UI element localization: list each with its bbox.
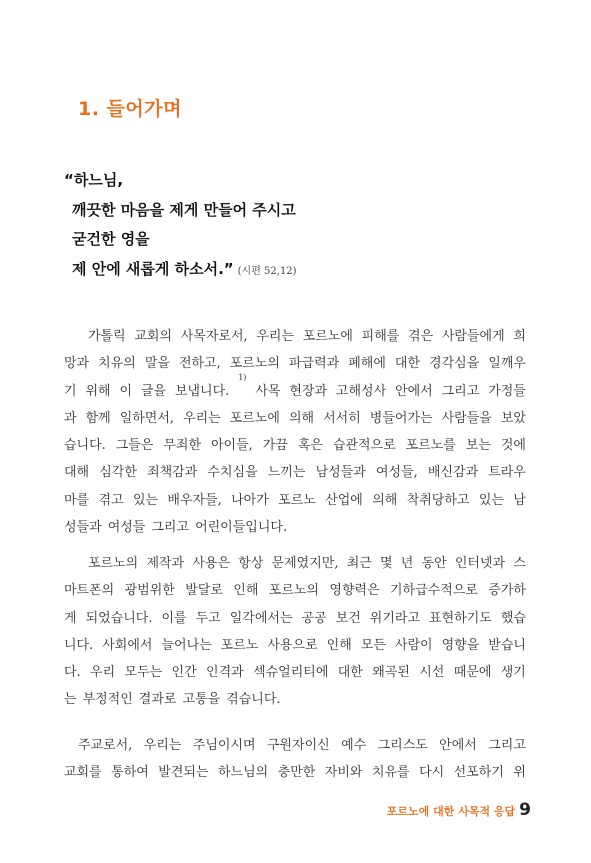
epigraph-text: 깨끗한 마음을 제게 만들어 주시고 <box>72 200 296 219</box>
text-line <box>64 459 526 486</box>
text-line <box>64 659 526 686</box>
word: 가정들 <box>488 383 526 399</box>
word: 동안 <box>421 556 447 571</box>
text-line <box>64 732 526 759</box>
word: 생기 <box>500 665 526 681</box>
word: 겪은 <box>408 329 434 344</box>
word: 주교로서, <box>78 738 133 753</box>
word: 고해성사 <box>335 383 387 399</box>
text-line <box>64 323 526 350</box>
word: 그리고 <box>488 738 526 753</box>
word: 무죄한 <box>163 438 202 454</box>
word: 성들과 <box>64 520 102 536</box>
word: 니다. <box>64 637 94 653</box>
word: 위 <box>513 765 526 781</box>
word: 사목 <box>255 383 281 399</box>
word: 심각한 <box>99 465 137 481</box>
word: 했습 <box>500 610 526 626</box>
word: 희 <box>513 329 526 344</box>
text-line <box>64 550 526 577</box>
word: 여성들 <box>107 520 146 536</box>
word: 는 <box>64 692 77 708</box>
section-heading: 1. 들어가며 <box>78 98 182 120</box>
text-line <box>64 632 526 659</box>
text-line <box>64 372 526 405</box>
word: 의해 <box>288 410 315 426</box>
text-line <box>64 350 526 377</box>
page-number: 9 <box>519 800 531 820</box>
word: 받습니 <box>488 637 526 653</box>
word: 포르노의 <box>229 356 280 372</box>
word: 포르노 <box>220 637 259 653</box>
body-paragraph <box>64 732 526 787</box>
word: 영향력은 <box>329 583 380 599</box>
word: 충만한 <box>277 765 316 781</box>
word: 파급력과 <box>288 356 340 372</box>
word: 그들은 <box>115 438 154 454</box>
word: 게 <box>64 610 77 626</box>
word: 안에서 <box>395 383 433 399</box>
text-line <box>64 487 526 514</box>
word: 습관적으로 <box>332 438 396 454</box>
word: 모든 <box>360 637 386 653</box>
word: 습니다. <box>64 438 106 454</box>
word: 두고 <box>195 610 221 626</box>
word: 그리고 <box>441 383 480 399</box>
word: 치유를 <box>371 765 410 781</box>
epigraph-text: “하느님, <box>64 171 124 189</box>
word: 인터넷과 <box>454 556 506 571</box>
word: 죄책감과 <box>147 465 198 481</box>
word: 우리는 <box>143 738 182 753</box>
word: 사람이 <box>394 637 433 653</box>
word: 고통을 <box>182 692 221 708</box>
word: 우리는 <box>183 410 221 426</box>
word: 결과로 <box>138 692 177 708</box>
word: 인간 <box>171 665 197 681</box>
word: 사람들을 <box>441 410 492 426</box>
word: 몇 <box>380 556 393 571</box>
word: 제작과 <box>146 556 185 571</box>
text-line <box>64 514 526 541</box>
word: 우리 <box>90 665 116 681</box>
word: 겪습니다. <box>226 692 281 708</box>
word: 일하면서, <box>119 410 175 426</box>
running-title: 포르노에 대한 사목적 응답 <box>386 805 516 818</box>
word: 가끔 <box>262 438 288 454</box>
word: 늘어나는 <box>161 637 212 653</box>
word: 폐해에 <box>348 356 386 372</box>
word: 경각심을 <box>429 356 480 372</box>
word: 이를 <box>161 610 187 626</box>
word: 함께 <box>85 410 111 426</box>
word: 망과 <box>64 356 90 372</box>
word: 안에서 <box>439 738 477 753</box>
word: 위해 <box>85 383 111 399</box>
epigraph <box>64 166 534 284</box>
text-line <box>64 405 526 432</box>
epigraph-text: 제 안에 새롭게 하소서.” <box>72 259 234 278</box>
word: 인격과 <box>206 665 244 681</box>
word: 아이들, <box>211 438 253 454</box>
word: 있는 <box>132 492 159 508</box>
word: 치유의 <box>98 356 136 372</box>
word: 피해를 <box>361 329 400 344</box>
word: 배우자들, <box>167 492 222 508</box>
word: 증가하 <box>488 583 526 599</box>
word: 모두는 <box>124 665 163 681</box>
word: 보건 <box>335 610 361 626</box>
word: 되었습니다. <box>85 610 153 626</box>
word: 서서히 <box>323 410 361 426</box>
word: 다. <box>64 665 81 681</box>
word: 발견되는 <box>158 765 209 781</box>
word: 것에 <box>500 438 526 454</box>
word: 년 <box>400 556 414 571</box>
word: 우리는 <box>256 329 295 344</box>
word: 포르노에 <box>302 329 353 344</box>
word: 트라우 <box>488 465 526 481</box>
word: 인해 <box>326 637 352 653</box>
word: 수치심을 <box>207 465 258 481</box>
word: 착취당하고 <box>406 492 470 508</box>
word: 항상 <box>238 556 264 571</box>
word: 사람들에게 <box>441 329 505 344</box>
word: 마를 <box>64 492 90 508</box>
text-line <box>64 605 526 632</box>
word: 남성들과 <box>315 465 366 481</box>
epigraph-line <box>64 166 534 196</box>
body-paragraph <box>64 550 526 714</box>
word: 병들어가는 <box>369 410 433 426</box>
word: 현장과 <box>289 383 328 399</box>
word: 교회를 <box>64 765 102 781</box>
word: 남 <box>513 492 526 508</box>
word: 보냅니다. <box>174 383 230 399</box>
word: 보았 <box>500 410 526 426</box>
word: 영향을 <box>441 637 480 653</box>
word: 시선 <box>419 665 445 681</box>
word: 사용은 <box>192 556 231 571</box>
word: 자비와 <box>324 765 363 781</box>
word: 주님이시며 <box>192 738 256 753</box>
word: 의해 <box>372 492 398 508</box>
word: 선포하기 <box>453 765 504 781</box>
word: 전하고, <box>178 356 221 372</box>
word: 포르노 <box>278 492 316 508</box>
word: 나아가 <box>231 492 269 508</box>
word: 대해 <box>64 465 90 481</box>
word: 공공 <box>301 610 327 626</box>
word: 부정적인 <box>82 692 133 708</box>
word: 사회에서 <box>102 637 153 653</box>
word: 왜곡된 <box>372 665 410 681</box>
word: 일각에서는 <box>229 610 293 626</box>
text-line <box>64 686 526 713</box>
word: 기하급수적으로 <box>390 583 478 599</box>
word: 문제였지만, <box>271 556 339 571</box>
word: 느끼는 <box>267 465 306 481</box>
word: 하느님의 <box>217 765 269 781</box>
word: 가톨릭 <box>88 329 126 344</box>
body-paragraph <box>64 323 526 541</box>
word: 배신감과 <box>427 465 479 481</box>
epigraph-line <box>64 255 534 285</box>
word: 포르노의 <box>268 583 320 599</box>
footnote-mark[interactable]: 1) <box>238 372 247 382</box>
word: 겪고 <box>98 492 124 508</box>
word: 섹슈얼리티에 <box>253 665 329 681</box>
word: 이 <box>119 383 133 399</box>
word: 과 <box>64 410 77 426</box>
word: 인해 <box>233 583 259 599</box>
word: 최근 <box>346 556 372 571</box>
epigraph-line <box>64 225 534 255</box>
word: 발달로 <box>185 583 223 599</box>
epigraph-line <box>64 196 534 226</box>
word: 혹은 <box>297 438 323 454</box>
word: 글을 <box>140 383 167 399</box>
word: 포르노에 <box>229 410 280 426</box>
word: 통하여 <box>111 765 149 781</box>
word: 마트폰의 <box>64 583 115 599</box>
text-line <box>64 577 526 604</box>
text-line <box>64 759 526 786</box>
page-footer <box>387 800 531 820</box>
word: 포르노의 <box>88 556 139 571</box>
word: 기 <box>64 383 77 399</box>
word: 여성들, <box>375 465 418 481</box>
word: 위기라고 <box>369 610 421 626</box>
epigraph-text: 굳건한 영을 <box>72 230 150 248</box>
word: 대한 <box>394 356 421 372</box>
word: 스 <box>513 556 526 571</box>
epigraph-reference: (시편 52,12) <box>237 265 297 277</box>
word: 사용으로 <box>267 637 318 653</box>
word: 말을 <box>144 356 170 372</box>
word: 다시 <box>419 765 445 781</box>
word: 대한 <box>337 665 363 681</box>
word: 그리스도 <box>377 738 428 753</box>
text-line <box>64 432 526 459</box>
word: 예수 <box>341 738 367 753</box>
word: 보는 <box>465 438 491 454</box>
word: 사목자로서, <box>180 329 248 344</box>
word: 구원자이신 <box>266 738 330 753</box>
word: 때문에 <box>453 665 492 681</box>
word: 교회의 <box>134 329 173 344</box>
word: 그리고 <box>151 520 190 536</box>
word: 일깨우 <box>488 356 526 372</box>
word: 산업에 <box>325 492 363 508</box>
word: 있는 <box>478 492 504 508</box>
word: 포르노를 <box>405 438 456 454</box>
word: 광범위한 <box>124 583 175 599</box>
word: 표현하기도 <box>429 610 492 626</box>
word: 어린이들입니다. <box>195 520 288 536</box>
